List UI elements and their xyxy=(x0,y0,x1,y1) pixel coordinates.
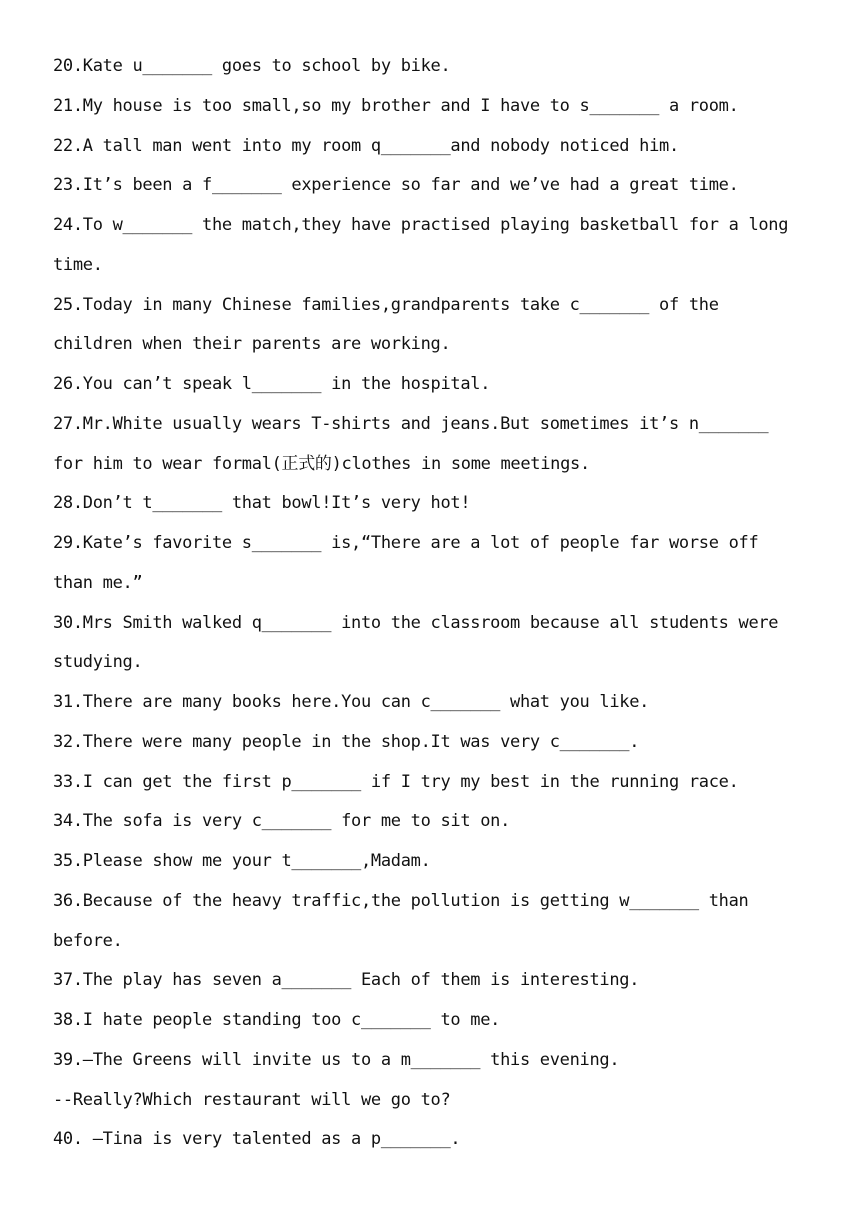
exercise-page xyxy=(53,47,823,1160)
line-q29: 29.Kate’s favorite s_______ is,“There are a lot of people far worse off xyxy=(53,533,759,553)
line-q36-cont: before. xyxy=(53,930,123,951)
line-q29-cont: than me.” xyxy=(53,572,143,593)
line-q25: 25.Today in many Chinese families,grandparents take c_______ of the xyxy=(53,294,719,315)
line-q28: 28.Don’t t_______ that bowl!It’s very hot! xyxy=(53,493,471,514)
line-q35: 35.Please show me your t_______,Madam. xyxy=(53,851,431,871)
line-q22: 22.A tall man went into my room q_______and nobody noticed him. xyxy=(53,135,679,156)
line-q27: 27.Mr.White usually wears T-shirts and jeans.But sometimes it’s n_______ xyxy=(53,413,769,434)
line-q23: 23.It’s been a f_______ experience so far and we’ve had a great time. xyxy=(53,175,739,196)
line-q39: 39.—The Greens will invite us to a m_______ this evening. xyxy=(53,1049,620,1070)
line-q37: 37.The play has seven a_______ Each of them is interesting. xyxy=(53,970,640,991)
line-q24: 24.To w_______ the match,they have practised playing basketball for a long xyxy=(53,215,789,235)
line-q21: 21.My house is too small,so my brother and I have to s_______ a room. xyxy=(53,95,739,116)
line-q36: 36.Because of the heavy traffic,the pollution is getting w_______ than xyxy=(53,890,749,911)
line-q32: 32.There were many people in the shop.It was very c_______. xyxy=(53,731,640,752)
line-q40: 40. —Tina is very talented as a p_______. xyxy=(53,1129,461,1150)
line-q38: 38.I hate people standing too c_______ to me. xyxy=(53,1010,501,1030)
line-q39-reply: --Really?Which restaurant will we go to? xyxy=(53,1089,451,1110)
line-q25-cont: children when their parents are working. xyxy=(53,334,451,355)
line-q31: 31.There are many books here.You can c_______ what you like. xyxy=(53,692,650,712)
line-q27-cont: for him to wear formal(正式的)clothes in some meetings. xyxy=(53,453,590,474)
line-q24-cont: time. xyxy=(53,254,103,275)
line-q30-cont: studying. xyxy=(53,652,143,673)
line-q33: 33.I can get the first p_______ if I try my best in the running race. xyxy=(53,771,739,792)
line-q34: 34.The sofa is very c_______ for me to sit on. xyxy=(53,811,511,832)
line-q26: 26.You can’t speak l_______ in the hospital. xyxy=(53,374,491,394)
line-q30: 30.Mrs Smith walked q_______ into the classroom because all students were xyxy=(53,612,779,633)
line-q20: 20.Kate u_______ goes to school by bike. xyxy=(53,56,451,76)
